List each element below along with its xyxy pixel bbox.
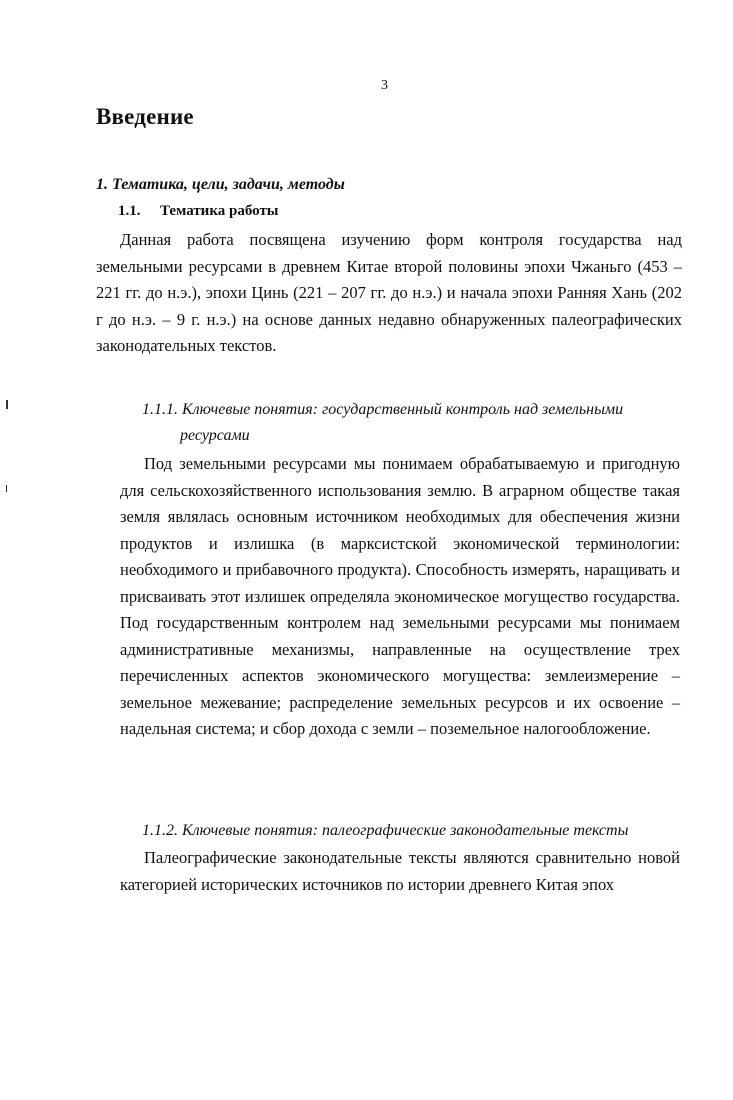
- chapter-title: Введение: [96, 104, 194, 129]
- subsubsection-heading-1-line2: ресурсами: [180, 427, 250, 444]
- paragraph-paleographic-texts: Палеографические законодательные тексты являются сравнительно новой категорией исторических источников по истории древнего Китая эпох: [120, 848, 680, 894]
- subsubsection-heading-1-line1: 1.1.1. Ключевые понятия: государственный контроль над земельными: [142, 401, 624, 418]
- section-heading: 1. Тематика, цели, задачи, методы: [96, 176, 345, 193]
- scan-margin-mark: [6, 400, 8, 409]
- paragraph-topic: Данная работа посвящена изучению форм контроля государства над земельными ресурсами в древнем Китае второй половины эпохи Чжаньго (453 – 221 гг. до н.э.), эпохи Цинь (221 – 207 гг. до н.э.) и начала эпохи Ранняя Хань (202 г до н.э. – 9 г. н.э.) на основе данных недавно обнаруженных палеографических законодательных текстов.: [96, 230, 682, 355]
- subsubsection-heading-2: 1.1.2. Ключевые понятия: палеографические законодательные тексты: [142, 822, 629, 839]
- paragraph-land-resources: Под земельными ресурсами мы понимаем обрабатываемую и пригодную для сельскохозяйственного использования землю. В аграрном обществе такая земля являлась основным источником необходимых для обеспечения жизни продуктов и излишка (в марксистской экономической терминологии: необходимого и прибавочного продукта). Способность измерять, наращивать и присваивать этот излишек определяла экономическое могущество государства. Под государственным контролем над земельными ресурсами мы понимаем административные механизмы, направленные на осуществление трех перечисленных аспектов экономического могущества: землеизмерение – земельное межевание; распределение земельных ресурсов и их освоение – надельная система; и сбор дохода с земли – поземельное налогообложение.: [120, 454, 680, 738]
- subsubsection-heading-1: [142, 397, 682, 449]
- page-number: 3: [381, 78, 388, 93]
- subsection-number: 1.1.: [118, 203, 141, 219]
- scan-margin-mark: [6, 485, 7, 492]
- subsection-heading: [118, 203, 279, 220]
- subsection-title: Тематика работы: [160, 203, 279, 219]
